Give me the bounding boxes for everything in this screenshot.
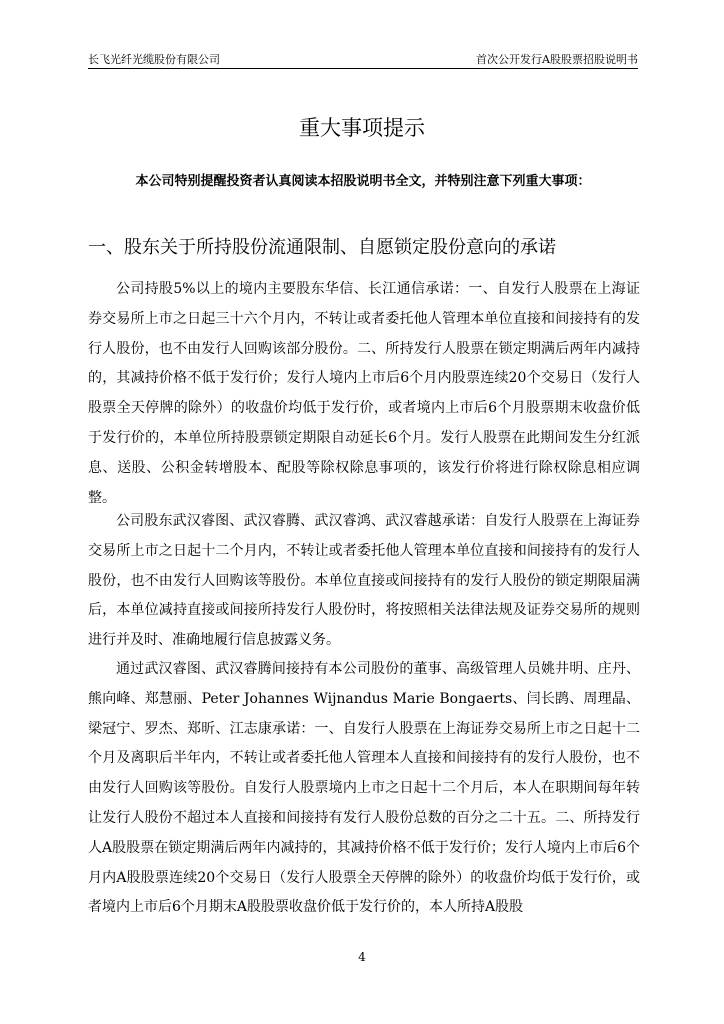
page-header xyxy=(88,50,638,69)
paragraph-major-shareholders: 公司持股5%以上的境内主要股东华信、长江通信承诺：一、自发行人股票在上海证券交易所上市之日起三十六个月内，不转让或者委托他人管理本单位直接和间接持有的发行人股份，也不由发行人回购该部分股份。二、所持发行人股票在锁定期满后两年内减持的，其减持价格不低于发行价；发行人境内上市后6个月内股票连续20个交易日（发行人股票全天停牌的除外）的收盘价均低于发行价，或者境内上市后6个月股票期末收盘价低于发行价的，本单位所持股票锁定期限自动延长6个月。发行人股票在此期间发生分红派息、送股、公积金转增股本、配股等除权除息事项的，该发行价将进行除权除息相应调整。 xyxy=(88,281,640,506)
page-number: 4 xyxy=(358,950,366,964)
paragraph-wuhan-shareholders: 公司股东武汉睿图、武汉睿腾、武汉睿鸿、武汉睿越承诺：自发行人股票在上海证券交易所上市之日起十二个月内，不转让或者委托他人管理本单位直接和间接持有的发行人股份，也不由发行人回购该等股份。本单位直接或间接持有的发行人股份的锁定期限届满后，本单位减持直接或间接所持发行人股份时，将按照相关法律法规及证券交易所的规则进行并及时、准确地履行信息披露义务。 xyxy=(88,513,640,649)
investor-notice: 本公司特别提醒投资者认真阅读本招股说明书全文，并特别注意下列重大事项： xyxy=(135,174,591,189)
section-heading: 一、股东关于所持股份流通限制、自愿锁定股份意向的承诺 xyxy=(88,237,556,258)
header-document-title: 首次公开发行A股股票招股说明书 xyxy=(476,53,638,66)
page-title: 重大事项提示 xyxy=(299,116,425,140)
paragraph-directors-commitment: 通过武汉睿图、武汉睿腾间接持有本公司股份的董事、高级管理人员姚井明、庄丹、熊向峰、郑慧丽、Peter Johannes Wijnandus Marie Bongaerts、闫长鹍、周理晶、梁冠宁、罗杰、郑昕、江志康承诺：一、自发行人股票在上海证券交易所上市之日起十二个月及离职后半年内，不转让或者委托他人管理本人直接和间接持有的发行人股份，也不由发行人回购该等股份。自发行人股票境内上市之日起十二个月后，本人在职期间每年转让发行人股份不超过本人直接和间接持有发行人股份总数的百分之二十五。二、所持发行人A股股票在锁定期满后两年内减持的，其减持价格不低于发行价；发行人境内上市后6个月内A股股票连续20个交易日（发行人股票全天停牌的除外）的收盘价均低于发行价，或者境内上市后6个月期末A股股票收盘价低于发行价的，本人所持A股股 xyxy=(88,661,640,916)
header-company-name: 长飞光纤光缆股份有限公司 xyxy=(88,53,220,66)
